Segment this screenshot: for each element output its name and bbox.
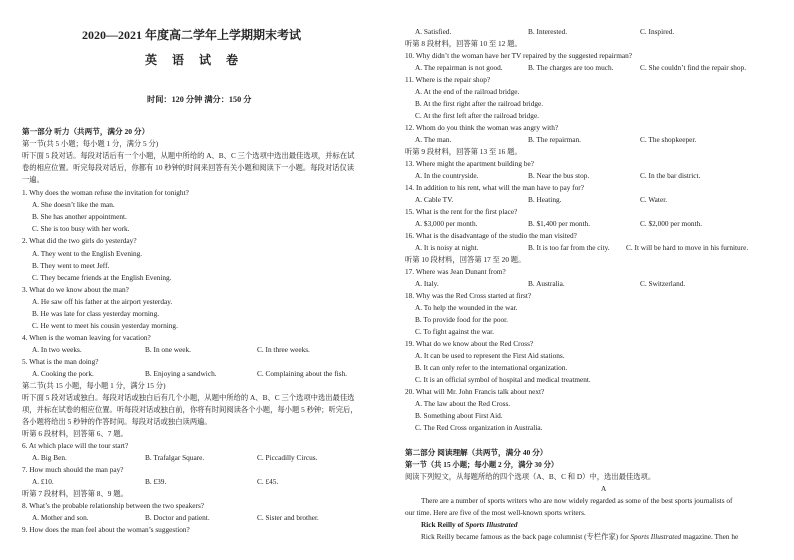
question-14: 14. In addition to his rent, what will the man have to pay for?	[405, 183, 584, 192]
q13-option-c: C. In the bar district.	[640, 171, 701, 180]
passage-para2-line1	[421, 532, 738, 542]
exam-title: 2020—2021 年度高二学年上学期期末考试	[82, 28, 302, 42]
q5-option-b: B. Enjoying a sandwich.	[145, 369, 217, 378]
q6-option-a: A. Big Ben.	[32, 453, 67, 462]
question-12: 12. Whom do you think the woman was angry with?	[405, 123, 559, 132]
section1-instructions-line2: 卷的相应位置。听完每段对话后，你都有 10 秒钟的时间来回答有关小题和阅读下一小题。每段对话仅读	[22, 163, 355, 172]
question-6: 6. At which place will the tour start?	[22, 441, 129, 450]
part1-heading: 第一部分 听力（共两节，满分 20 分）	[22, 127, 150, 136]
q6-option-c: C. Piccadilly Circus.	[257, 453, 318, 462]
q9-option-a: A. Satisfied.	[415, 27, 452, 36]
material-7-note: 听第 7 段材料，回答第 8、9 题。	[22, 489, 128, 498]
section1-instructions-line1: 听下面 5 段对话。每段对话后有一个小题，从题中所给的 A、B、C 三个选项中选出最佳选项，并标在试	[22, 151, 355, 160]
passage-subheading	[421, 520, 518, 530]
q10-option-a: A. The repairman is not good.	[415, 63, 503, 72]
q15-option-a: A. $3,000 per month.	[415, 219, 478, 228]
question-7: 7. How much should the man pay?	[22, 465, 124, 474]
q17-option-c: C. Switzerland.	[640, 279, 686, 288]
q19-option-a: A. It can be used to represent the First Aid stations.	[415, 351, 565, 360]
q13-option-b: B. Near the bus stop.	[528, 171, 590, 180]
para2-text-end: magazine. Then he	[681, 532, 739, 541]
q18-option-b: B. To provide food for the poor.	[415, 315, 508, 324]
section2-instructions-line3: 各小题将给出 5 秒钟的作答时间。每段对话或独白读两遍。	[22, 417, 212, 426]
q20-option-a: A. The law about the Red Cross.	[415, 399, 511, 408]
question-3: 3. What do we know about the man?	[22, 285, 129, 294]
q13-option-a: A. In the countryside.	[415, 171, 479, 180]
q10-option-c: C. She couldn’t find the repair shop.	[640, 63, 747, 72]
q20-option-c: C. The Red Cross organization in Australia.	[415, 423, 543, 432]
question-8: 8. What’s the probable relationship between the two speakers?	[22, 501, 205, 510]
material-10-note: 听第 10 段材料，回答第 17 至 20 题。	[405, 255, 526, 264]
question-11: 11. Where is the repair shop?	[405, 75, 491, 84]
material-9-note: 听第 9 段材料，回答第 13 至 16 题。	[405, 147, 522, 156]
section1-instructions-line3: 一遍。	[22, 175, 44, 184]
question-2: 2. What did the two girls do yesterday?	[22, 236, 137, 245]
section1-heading: 第一节(共 5 小题；每小题 1 分，满分 5 分)	[22, 139, 159, 148]
q19-option-c: C. It is an official symbol of hospital and medical treatment.	[415, 375, 591, 384]
para2-publication: Sports Illustrated	[630, 532, 682, 541]
q5-option-c: C. Complaining about the fish.	[257, 369, 347, 378]
q4-option-b: B. In one week.	[145, 345, 191, 354]
passage-para1-line1: There are a number of sports writers who are now widely regarded as some of the best sports journalists of	[421, 496, 733, 505]
section2-heading: 第二节(共 15 小题，每小题 1 分，满分 15 分)	[22, 381, 166, 390]
q7-option-c: C. £45.	[257, 477, 279, 486]
q2-option-b: B. They went to meet Jeff.	[32, 261, 110, 270]
question-18: 18. Why was the Red Cross started at first?	[405, 291, 532, 300]
q8-option-c: C. Sister and brother.	[257, 513, 319, 522]
q12-option-b: B. The repairman.	[528, 135, 581, 144]
q18-option-a: A. To help the wounded in the war.	[415, 303, 518, 312]
q15-option-b: B. $1,400 per month.	[528, 219, 591, 228]
q15-option-c: C. $2,000 per month.	[640, 219, 703, 228]
q17-option-b: B. Australia.	[528, 279, 565, 288]
question-4: 4. When is the woman leaving for vacation?	[22, 333, 151, 342]
exam-subtitle: 英 语 试 卷	[145, 53, 245, 67]
question-5: 5. What is the man doing?	[22, 357, 99, 366]
right-column	[397, 0, 794, 560]
q11-option-a: A. At the end of the railroad bridge.	[415, 87, 520, 96]
q1-option-b: B. She has another appointment.	[32, 212, 127, 221]
q1-option-c: C. She is too busy with her work.	[32, 224, 130, 233]
question-9: 9. How does the man feel about the woman’s suggestion?	[22, 525, 190, 534]
q4-option-a: A. In two weeks.	[32, 345, 82, 354]
question-15: 15. What is the rent for the first place?	[405, 207, 518, 216]
q11-option-b: B. At the first right after the railroad bridge.	[415, 99, 544, 108]
passage-para1-line2: our time. Here are five of the most well-known sports writers.	[405, 508, 586, 517]
passage-letter: A	[601, 484, 607, 493]
question-19: 19. What do we know about the Red Cross?	[405, 339, 534, 348]
section2-instructions-line1: 听下面 5 段对话或独白。每段对话或独白后有几个小题，从题中所给的 A、B、C 三个选项中选出最佳选	[22, 393, 355, 402]
q18-option-c: C. To fight against the war.	[415, 327, 495, 336]
q1-option-a: A. She doesn’t like the man.	[32, 200, 115, 209]
q14-option-b: B. Heating.	[528, 195, 562, 204]
q3-option-c: C. He went to meet his cousin yesterday morning.	[32, 321, 178, 330]
q7-option-a: A. £10.	[32, 477, 54, 486]
q17-option-a: A. Italy.	[415, 279, 439, 288]
q16-option-c: C. It will be hard to move in his furniture.	[626, 243, 749, 252]
q14-option-c: C. Water.	[640, 195, 668, 204]
q5-option-a: A. Cooking the pork.	[32, 369, 94, 378]
q7-option-b: B. £39.	[145, 477, 167, 486]
q14-option-a: A. Cable TV.	[415, 195, 454, 204]
question-16: 16. What is the disadvantage of the studio the man visited?	[405, 231, 577, 240]
section2-instructions-line2: 项，并标在试卷的相应位置。听每段对话或独白前，你将有时间阅读各个小题，每小题 5 秒钟；听完后，	[22, 405, 358, 414]
question-17: 17. Where was Jean Dunant from?	[405, 267, 506, 276]
q8-option-b: B. Doctor and patient.	[145, 513, 210, 522]
q11-option-c: C. At the first left after the railroad bridge.	[415, 111, 540, 120]
q16-option-a: A. It is noisy at night.	[415, 243, 479, 252]
material-8-note: 听第 8 段材料，回答第 10 至 12 题。	[405, 39, 522, 48]
reading-section1-heading: 第一节（共 15 小题；每小题 2 分，满分 30 分）	[405, 460, 559, 469]
q4-option-c: C. In three weeks.	[257, 345, 310, 354]
q2-option-a: A. They went to the English Evening.	[32, 249, 143, 258]
part2-heading: 第二部分 阅读理解（共两节，满分 40 分）	[405, 448, 548, 457]
question-1: 1. Why does the woman refuse the invitation for tonight?	[22, 188, 189, 197]
material-6-note: 听第 6 段材料，回答第 6、7 题。	[22, 429, 128, 438]
q12-option-a: A. The man.	[415, 135, 452, 144]
reading-instructions: 阅读下列短文，从每题所给的四个选项（A、B、C 和 D）中，选出最佳选项。	[405, 472, 656, 481]
q9-option-b: B. Interested.	[528, 27, 568, 36]
q3-option-b: B. He was late for class yesterday morning.	[32, 309, 160, 318]
question-13: 13. Where might the apartment building be?	[405, 159, 534, 168]
q8-option-a: A. Mother and son.	[32, 513, 89, 522]
para2-text-start: Rick Reilly became famous as the back page columnist (专栏作家) for	[421, 532, 631, 541]
q16-option-b: B. It is too far from the city.	[528, 243, 610, 252]
time-info: 时间：120 分钟 满分：150 分	[147, 95, 252, 104]
q20-option-b: B. Something about First Aid.	[415, 411, 503, 420]
q19-option-b: B. It can only refer to the international organization.	[415, 363, 568, 372]
q6-option-b: B. Trafalgar Square.	[145, 453, 205, 462]
q3-option-a: A. He saw off his father at the airport yesterday.	[32, 297, 173, 306]
q2-option-c: C. They became friends at the English Evening.	[32, 273, 172, 282]
subheading-publication: Sports Illustrated	[465, 520, 518, 529]
question-10: 10. Why didn’t the woman have her TV repaired by the suggested repairman?	[405, 51, 633, 60]
q12-option-c: C. The shopkeeper.	[640, 135, 697, 144]
q10-option-b: B. The charges are too much.	[528, 63, 614, 72]
question-20: 20. What will Mr. John Francis talk about next?	[405, 387, 545, 396]
q9-option-c: C. Inspired.	[640, 27, 675, 36]
subheading-name: Rick Reilly of	[421, 520, 466, 529]
